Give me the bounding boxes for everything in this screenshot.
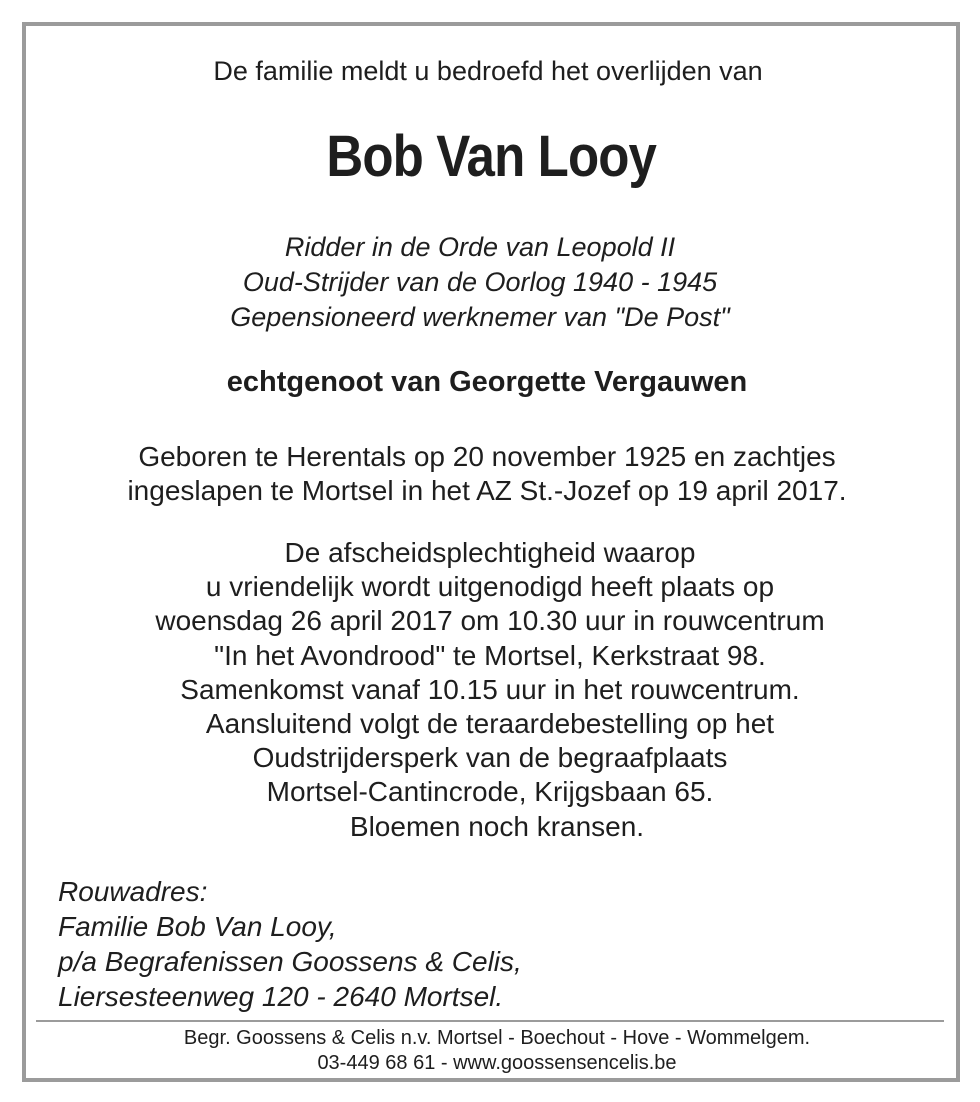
ceremony-line: woensdag 26 april 2017 om 10.30 uur in rouwcentrum (155, 605, 825, 637)
address-line: p/a Begrafenissen Goossens & Celis, (58, 946, 522, 977)
deceased-name: Bob Van Looy (326, 124, 657, 189)
address-line: Familie Bob Van Looy, (58, 911, 337, 942)
address-line: Liersesteenweg 120 - 2640 Mortsel. (58, 981, 504, 1012)
title-line: Gepensioneerd werknemer van "De Post" (230, 302, 730, 332)
birth-death-line: Geboren te Herentals op 20 november 1925 en zachtjes (138, 441, 836, 472)
spouse-line: echtgenoot van Georgette Vergauwen (226, 366, 748, 398)
birth-death-info (0, 440, 977, 508)
ceremony-line: Mortsel-Cantincrode, Krijgsbaan 65. (266, 776, 714, 808)
footer-company-line: Begr. Goossens & Celis n.v. Mortsel - Boechout - Hove - Wommelgem. (183, 1027, 811, 1049)
ceremony-line: Aansluitend volgt de teraardebestelling op het (205, 707, 775, 739)
funeral-home-footer (7, 1025, 980, 1075)
title-line: Oud-Strijder van de Oorlog 1940 - 1945 (242, 267, 718, 297)
birth-death-line: ingeslapen te Mortsel in het AZ St.-Jozef op 19 april 2017. (127, 475, 847, 506)
address-line: Rouwadres: (58, 876, 208, 907)
ceremony-line: "In het Avondrood" te Mortsel, Kerkstraat 98. (214, 639, 766, 671)
footer-contact-line: 03-449 68 61 - www.goossensencelis.be (317, 1052, 677, 1074)
footer-divider (36, 1020, 944, 1022)
honorary-titles (0, 230, 970, 335)
mourning-address (58, 874, 522, 1014)
ceremony-line: Oudstrijdersperk van de begraafplaats (252, 742, 728, 774)
ceremony-line: u vriendelijk wordt uitgenodigd heeft plaats op (205, 571, 775, 603)
ceremony-line: De afscheidsplechtigheid waarop (284, 537, 696, 568)
ceremony-line: Samenkomst vanaf 10.15 uur in het rouwcentrum. (180, 673, 800, 705)
ceremony-info (0, 536, 980, 844)
ceremony-line: Bloemen noch kransen. (349, 810, 645, 842)
intro-text: De familie meldt u bedroefd het overlijden van (213, 56, 763, 86)
title-line: Ridder in de Orde van Leopold II (284, 232, 676, 262)
